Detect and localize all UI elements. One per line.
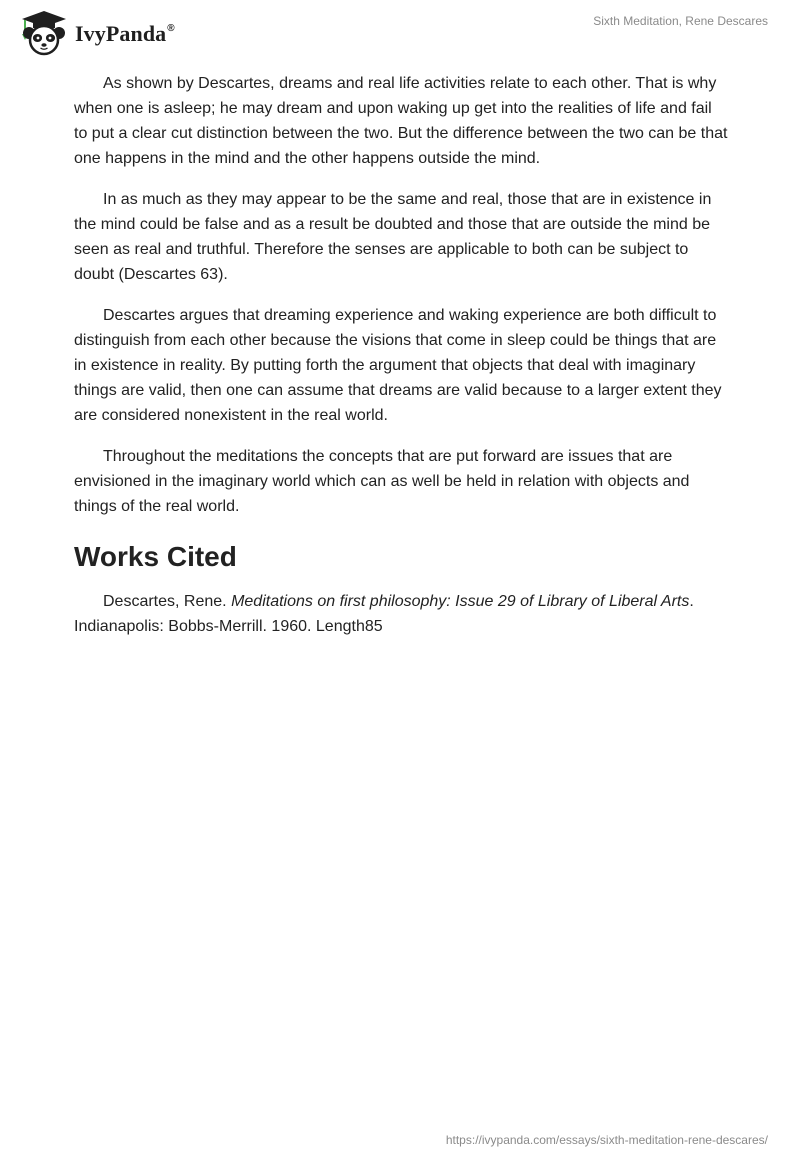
- paragraph: Descartes argues that dreaming experience and waking experience are both difficult to distinguish from each other because the visions that come in sleep could be things that are in existence in reality. By putting forth the argument that objects that deal with imaginary things are valid, then one can assume that dreams are valid because to a larger extent they are considered nonexistent in the real world.: [74, 307, 722, 424]
- document-title: Sixth Meditation, Rene Descares: [593, 14, 768, 28]
- ivypanda-logo[interactable]: [14, 9, 175, 57]
- source-url-link[interactable]: https://ivypanda.com/essays/sixth-meditation-rene-descares/: [445, 1133, 768, 1147]
- citation-title: Meditations on first philosophy: Issue 29 of Library of Liberal Arts: [231, 593, 690, 610]
- logo-wordmark: [75, 21, 175, 47]
- citation-publication: Indianapolis: Bobbs-Merrill. 1960. Length85: [74, 618, 383, 635]
- citation-entry: [74, 589, 728, 639]
- panda-graduation-cap-icon: [14, 9, 70, 57]
- citation-author: Descartes, Rene.: [103, 593, 232, 610]
- registered-mark: ®: [167, 23, 175, 34]
- works-cited-heading: Works Cited: [74, 541, 237, 572]
- paragraph: Throughout the meditations the concepts that are put forward are issues that are envisioned in the imaginary world which can as well be held in relation with objects and things of the real world.: [74, 448, 690, 515]
- paragraph: As shown by Descartes, dreams and real life activities relate to each other. That is why when one is asleep; he may dream and upon waking up get into the realities of life and fail to put a clear cut distinction between the two. But the difference between the two can be that one happens in the mind and the other happens outside the mind.: [74, 75, 728, 167]
- citation-title-period: .: [689, 593, 694, 610]
- logo-name: IvyPanda: [75, 21, 167, 46]
- essay-body: [74, 71, 728, 639]
- paragraph: In as much as they may appear to be the same and real, those that are in existence in the mind could be false and as a result be doubted and those that are outside the mind be seen as real and truthful. Therefore the senses are applicable to both can be subject to doubt (Descartes 63).: [74, 191, 712, 283]
- page-header: [0, 0, 800, 66]
